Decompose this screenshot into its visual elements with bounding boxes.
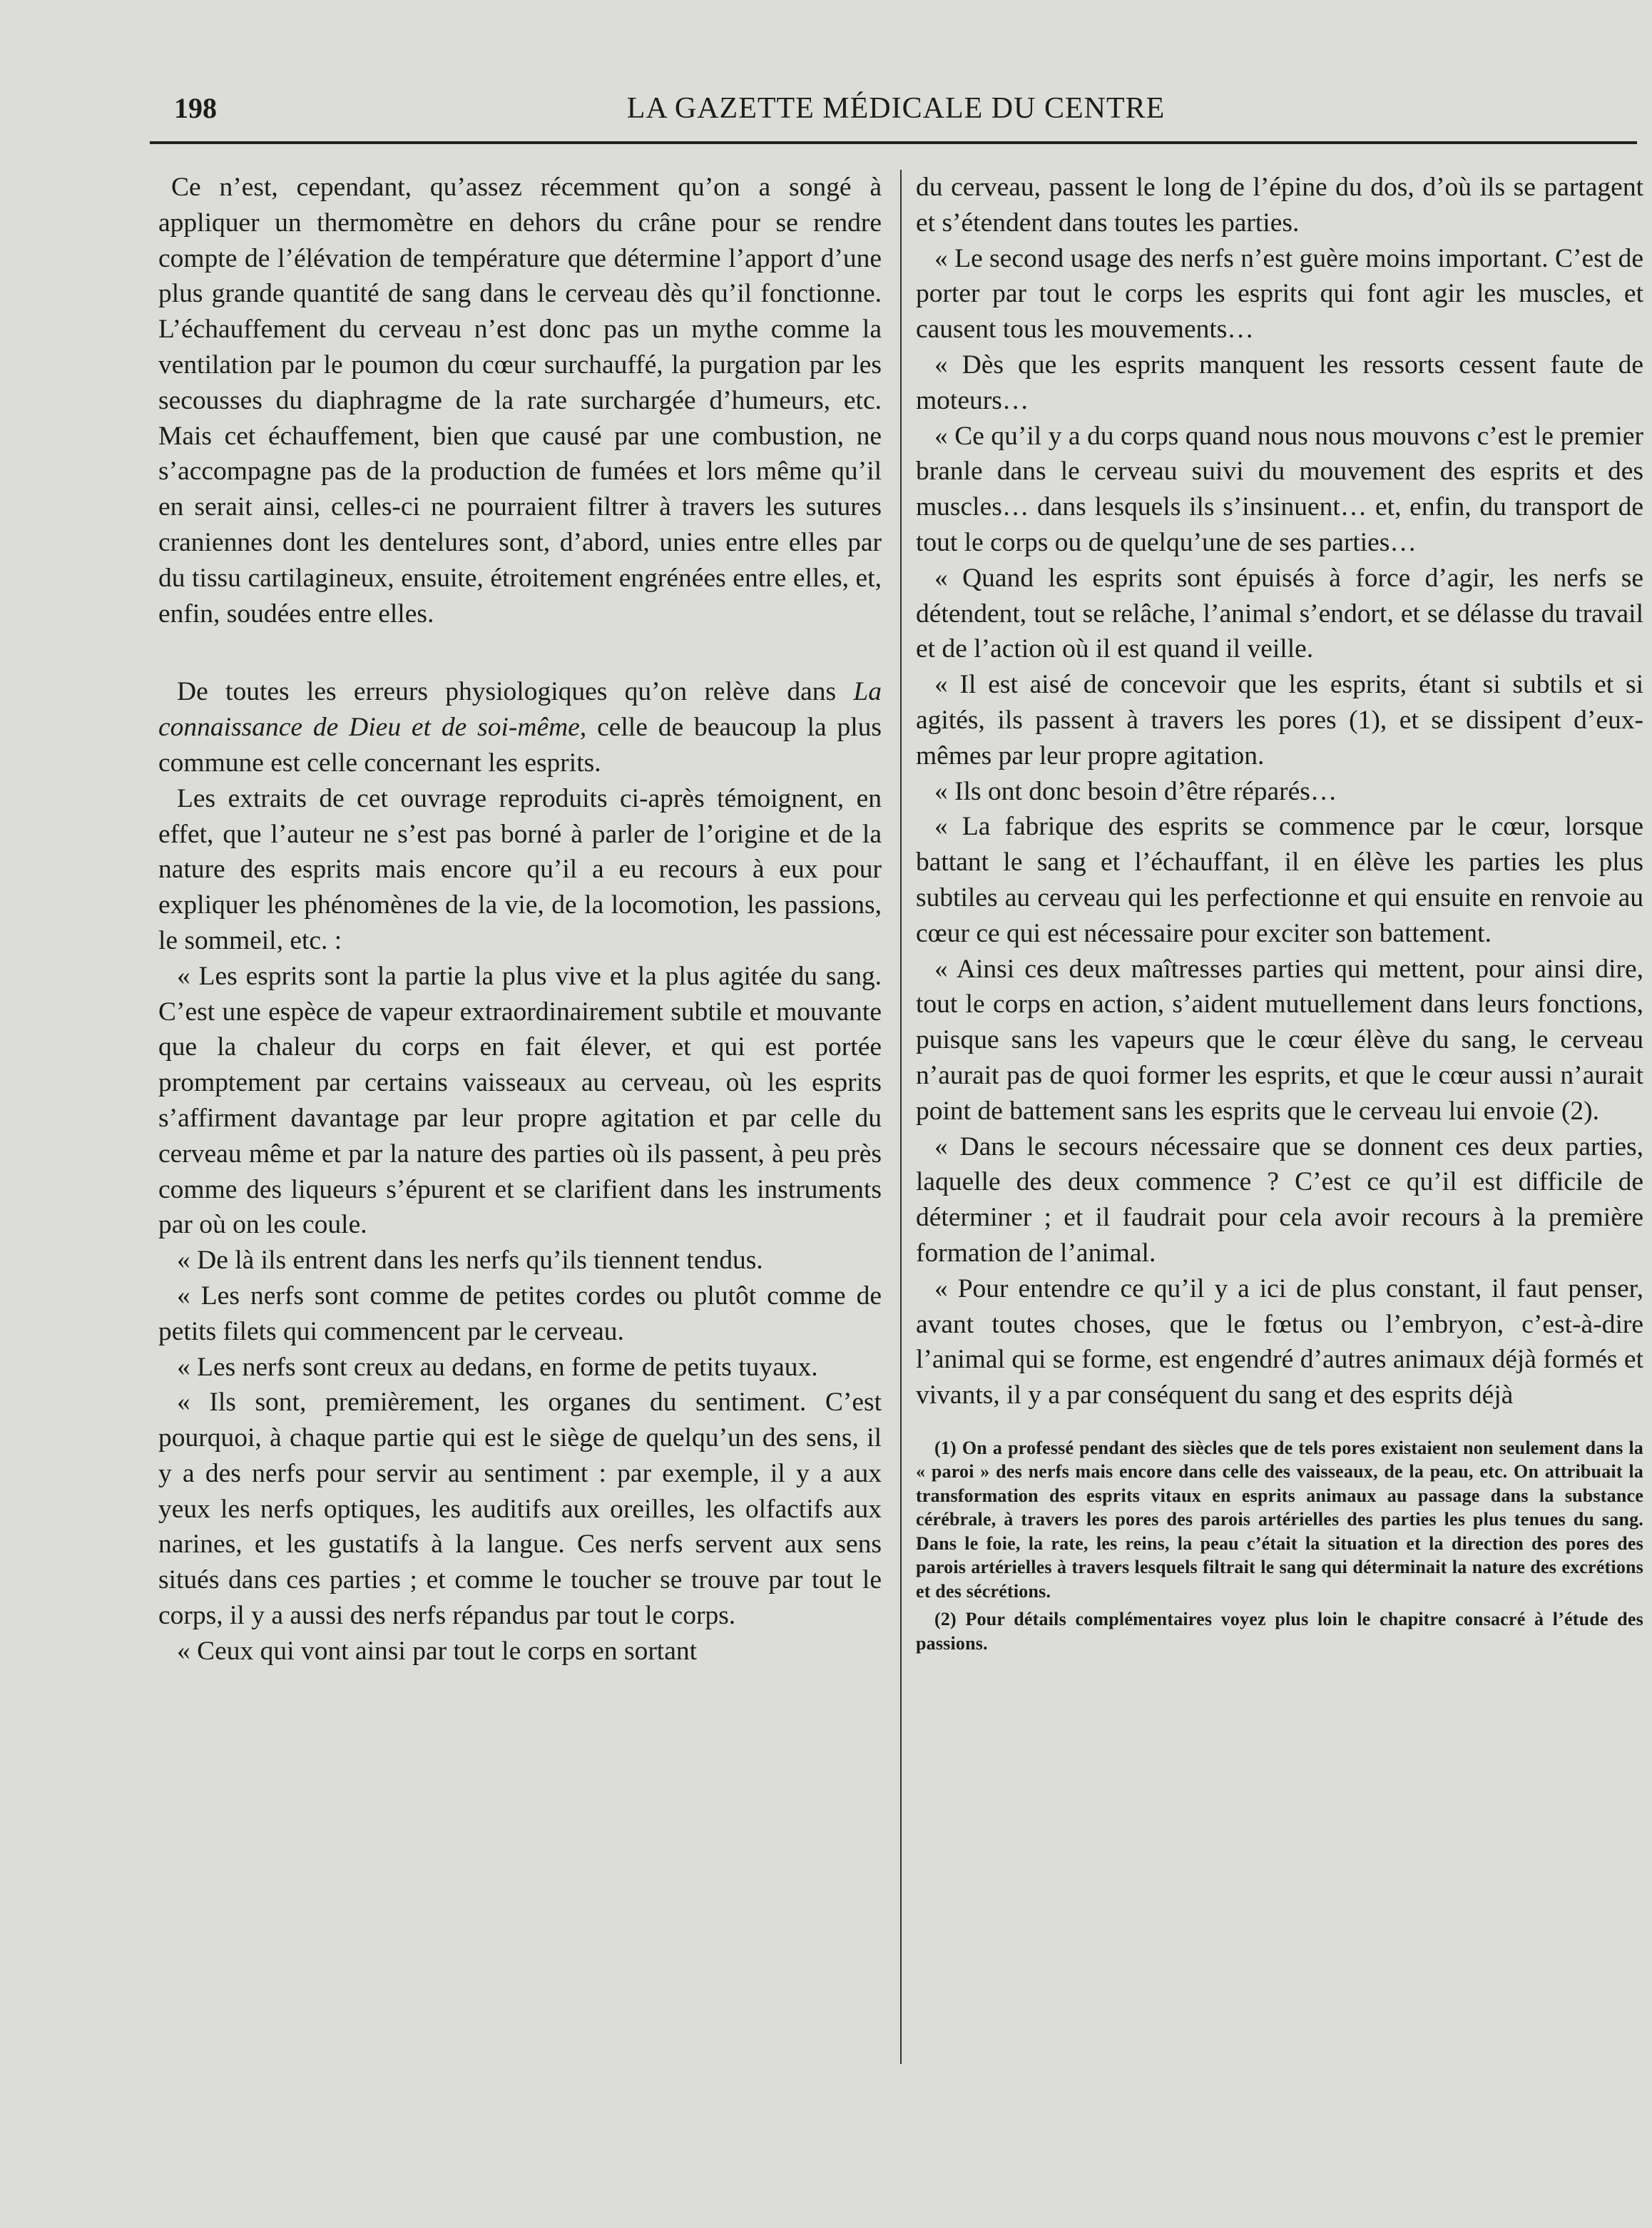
header-rule [150,141,1637,144]
right-column [916,170,1643,2167]
quote-paragraph: « Les nerfs sont comme de petites cordes ou plutôt comme de petits filets qui commencent par le cerveau. [158,1281,882,1346]
quote-paragraph: « Ils sont, premièrement, les organes du sentiment. C’est pourquoi, à chaque partie qui est le siège de quelqu’un des sens, il y a des nerfs pour servir au sentiment : par exemple, il y a aux yeux les nerfs optiques, les auditifs aux oreilles, les olfactifs aux narines, et les gustatifs à la langue. Ces nerfs servent aux sens situés dans ces parties ; et comme le toucher se trouve par tout le corps, il y a aussi des nerfs répandus par tout le corps. [158,1388,882,1631]
left-column [158,170,882,2082]
page-number: 198 [174,92,217,124]
quote-paragraph: « Ils ont donc besoin d’être réparés… [934,776,1337,806]
book-title: La connaissance de Dieu et de soi-même [158,677,882,743]
column-divider [900,170,902,2064]
quote-paragraph: « Quand les esprits sont épuisés à force d’agir, les nerfs se détendent, tout se relâche, l’animal s’endort, et se délasse du travail et de l’action où il est quand il veille. [916,563,1643,664]
paragraph: Les extraits de cet ouvrage reproduits ci-après témoignent, en effet, que l’auteur ne s’est pas borné à parler de l’origine et de la nature des esprits mais encore qu’il a eu recours à eux pour expliquer les phénomènes de la vie, de la locomotion, les passions, le sommeil, etc. : [158,783,882,955]
journal-title: LA GAZETTE MÉDICALE DU CENTRE [626,92,1166,125]
quote-paragraph: « Ainsi ces deux maîtresses parties qui mettent, pour ainsi dire, tout le corps en action, s’aident mutuellement dans leurs fonctions, puisque sans les vapeurs que le cœur élève du sang, le cerveau n’aurait pas de quoi former les esprits, et que le cœur aussi n’aurait point de battement sans les esprits que le cerveau lui envoie (2). [916,954,1643,1126]
quote-paragraph: « Les esprits sont la partie la plus vive et la plus agitée du sang. C’est une espèce de vapeur extraordinairement subtile et mouvante que la chaleur du corps en fait élever, et qui est portée promptement par certains vaisseaux au cerveau, où les esprits s’affirment davantage par leur propre agitation et par celle du cerveau même et par la nature des parties où ils passent, à peu près comme des liqueurs s’épurent et se clarifient dans les instruments par où on les coule. [158,961,882,1240]
footnote-1: (1) On a professé pendant des siècles que de tels pores existaient non seulement dans la « paroi » des nerfs mais encore dans celle des vaisseaux, de la peau, etc. On attribuait la transformation des esprits vitaux en esprits animaux au passage dans la substance cérébrale, à travers les pores des parois artérielles des parties les plus tenues du sang. Dans le foie, la rate, les reins, la peau c’était la situation et la direction des pores des parois artérielles à travers lesquels filtrait le sang qui déterminait la nature des excrétions et des sécrétions. [916,1437,1643,1602]
quote-paragraph: « De là ils entrent dans les nerfs qu’ils tiennent tendus. [177,1246,763,1276]
intro-text-end: , celle de beaucoup la plus commune est celle concernant les esprits. [158,713,882,778]
paragraph-intro [158,674,882,780]
quote-paragraph: « Les nerfs sont creux au dedans, en forme de petits tuyaux. [177,1352,818,1382]
quote-paragraph: « La fabrique des esprits se commence par le cœur, lorsque battant le sang et l’échauffant, il en élève les parties les plus subtiles au cerveau qui les perfectionne et qui ensuite en renvoie au cœur ce qui est nécessaire pour exciter son battement. [916,812,1643,948]
section-gap [158,631,882,674]
quote-paragraph: « Le second usage des nerfs n’est guère moins important. C’est de porter par tout le corps les esprits qui font agir les muscles, et causent tous les mouvements… [916,243,1643,345]
paragraph: Ce n’est, cependant, qu’assez récemment qu’on a songé à appliquer un thermomètre en dehors du crâne pour se rendre compte de l’élévation de température que détermine l’apport d’une plus grande quantité de sang dans le cerveau dès qu’il fonctionne. L’échauffement du cerveau n’est donc pas un mythe comme la ventilation par le poumon du cœur surchauffé, la purgation par les secousses du diaphragme de la rate surchargée d’humeurs, etc. Mais cet échauffement, bien que causé par une combustion, ne s’accompagne pas de la production de fumées et lors même qu’il en serait ainsi, celles-ci ne pourraient filtrer à travers les sutures craniennes dont les dentelures sont, d’abord, unies entre elles par du tissu cartilagineux, ensuite, étroitement engrénées entre elles, et, enfin, soudées entre elles. [158,173,882,629]
quote-paragraph: « Dès que les esprits manquent les ressorts cessent faute de moteurs… [916,350,1643,415]
footnote-2: (2) Pour détails complémentaires voyez plus loin le chapitre consacré à l’étude des passions. [916,1609,1643,1654]
page-header [154,91,1638,134]
quote-paragraph: « Ce qu’il y a du corps quand nous nous mouvons c’est le premier branle dans le cerveau suivi du mouvement des esprits et des muscles… dans lesquels ils s’insinuent… et, enfin, du transport de tout le corps ou de quelqu’une de ses parties… [916,421,1643,557]
quote-paragraph: « Pour entendre ce qu’il y a ici de plus constant, il faut penser, avant toutes choses, que le fœtus ou l’embryon, c’est-à-dire l’animal qui se forme, est engendré d’autres animaux déjà formés et vivants, il y a par conséquent du sang et des esprits déjà [916,1273,1643,1410]
quote-paragraph: « Il est aisé de concevoir que les esprits, étant si subtils et si agités, ils passent à travers les pores (1), et se dissipent d’eux-mêmes par leur propre agitation. [916,670,1643,770]
quote-paragraph: « Ceux qui vont ainsi par tout le corps en sortant [177,1636,698,1666]
intro-text: De toutes les erreurs physiologiques qu’on relève dans [177,677,854,707]
quote-paragraph: « Dans le secours nécessaire que se donnent ces deux parties, laquelle des deux commence ? C’est ce qu’il est difficile de déterminer ; et il faudrait pour cela avoir recours à la première formation de l’animal. [916,1131,1643,1268]
paragraph-continued: du cerveau, passent le long de l’épine du dos, d’où ils se partagent et s’étendent dans toutes les parties. [916,173,1643,238]
footnotes [916,1436,1643,1656]
